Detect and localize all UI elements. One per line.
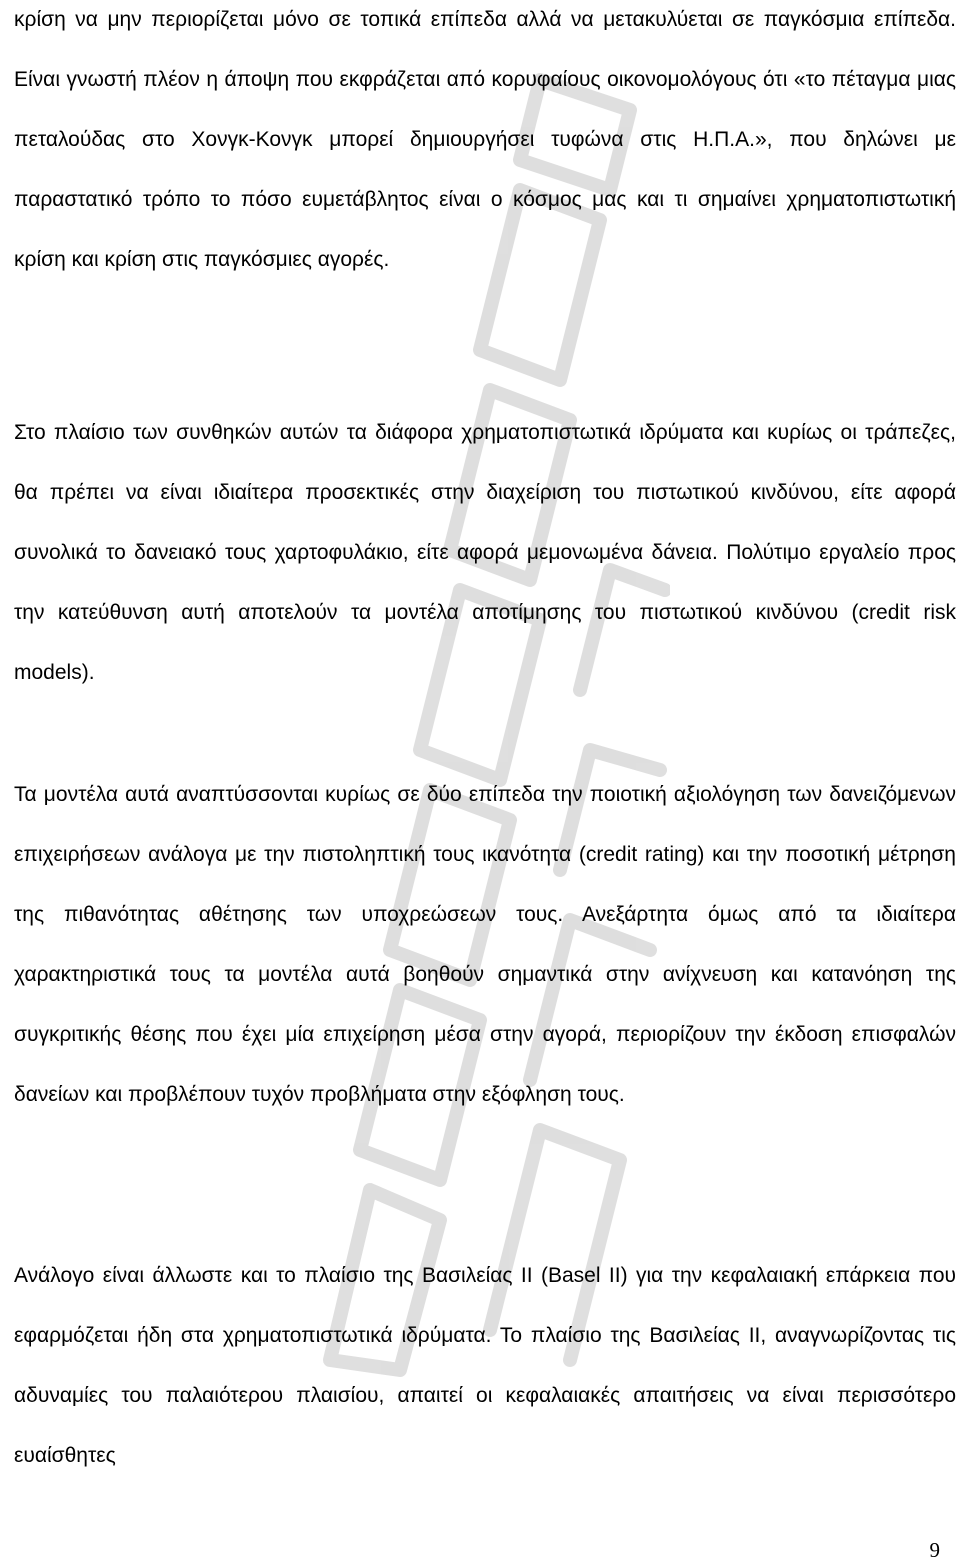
- paragraph-1: κρίση να μην περιορίζεται μόνο σε τοπικά επίπεδα αλλά να μετακυλύεται σε παγκόσμια επίπεδα. Είναι γνωστή πλέον η άποψη που εκφράζεται από κορυφαίους οικονομολόγους ότι «το πέταγμα μιας πεταλούδας στο Χονγκ-Κονγκ μπορεί δημιουργήσει τυφώνα στις Η.Π.Α.», που δηλώνει με παραστατικό τρόπο το πόσο ευμετάβλητος είναι ο κόσμος μας και τι σημαίνει χρηματοπιστωτική κρίση και κρίση στις παγκόσμιες αγορές.: [14, 8, 956, 271]
- paragraph-2: Στο πλαίσιο των συνθηκών αυτών τα διάφορα χρηματοπιστωτικά ιδρύματα και κυρίως οι τράπεζες, θα πρέπει να είναι ιδιαίτερα προσεκτικές στην διαχείριση του πιστωτικού κινδύνου, είτε αφορά συνολικά το δανειακό τους χαρτοφυλάκιο, είτε αφορά μεμονωμένα δάνεια. Πολύτιμο εργαλείο προς την κατεύθυνση αυτή αποτελούν τα μοντέλα αποτίμησης του πιστωτικού κινδύνου (credit risk models).: [14, 421, 956, 684]
- page-number: 9: [929, 1538, 940, 1562]
- paragraph-3: Τα μοντέλα αυτά αναπτύσσονται κυρίως σε δύο επίπεδα την ποιοτική αξιολόγηση των δανειζόμενων επιχειρήσεων ανάλογα με την πιστοληπτική τους ικανότητα (credit rating) και την ποσοτική μέτρηση της πιθανότητας αθέτησης των υποχρεώσεων τους. Ανεξάρτητα όμως από τα ιδιαίτερα χαρακτηριστικά τους τα μοντέλα αυτά βοηθούν σημαντικά στην ανίχνευση και κατανόηση της συγκριτικής θέσης που έχει μία επιχείρηση μέσα στην αγορά, περιορίζουν την έκδοση επισφαλών δανείων και προβλέπουν τυχόν προβλήματα στην εξόφληση τους.: [14, 783, 956, 1106]
- paragraph-4: Ανάλογο είναι άλλωστε και το πλαίσιο της Βασιλείας ΙΙ (Basel II) για την κεφαλαιακή επάρκεια που εφαρμόζεται ήδη στα χρηματοπιστωτικά ιδρύματα. Το πλαίσιο της Βασιλείας ΙΙ, αναγνωρίζοντας τις αδυναμίες του παλαιότερου πλαισίου, απαιτεί οι κεφαλαιακές απαιτήσεις να είναι περισσότερο ευαίσθητες: [14, 1264, 956, 1467]
